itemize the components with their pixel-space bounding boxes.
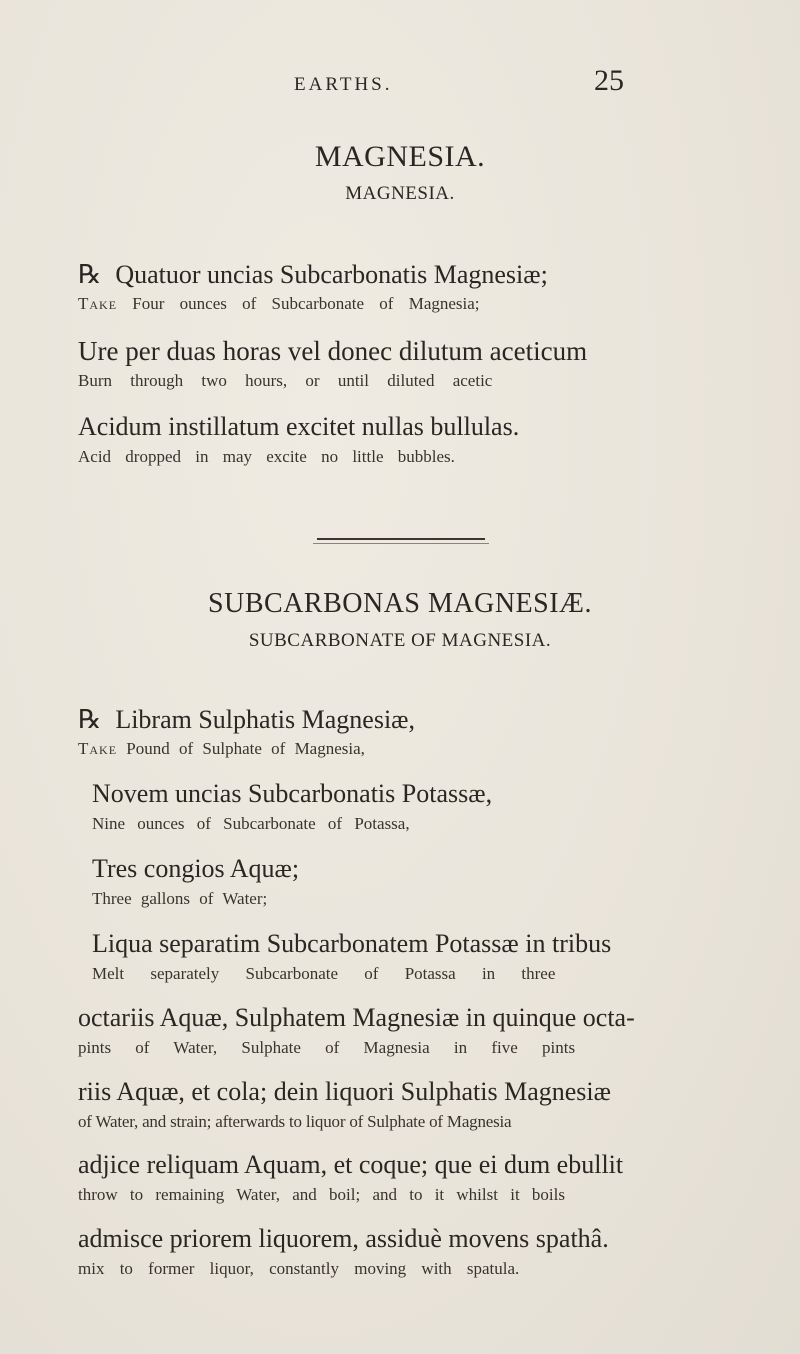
section-title-latin: MAGNESIA. [314,140,486,173]
latin-line: octariis Aquæ, Sulphatem Magnesiæ in quinque octa- [78,1003,635,1032]
latin-line: admisce priorem liquorem, assiduè movens spathâ. [78,1224,609,1253]
english-line: Burn through two hours, or until diluted acetic [78,371,493,390]
english-text: Four ounces of Subcarbonate of Magnesia; [132,294,480,313]
recipe-symbol: ℞ [78,260,102,289]
latin-text: Libram Sulphatis Magnesiæ, [115,705,416,734]
latin-text: Quatuor uncias Subcarbonatis Magnesiæ; [115,260,548,289]
running-title: EARTHS. [294,74,393,95]
english-line: of Water, and strain; afterwards to liquor of Sulphate of Magnesia [78,1112,512,1131]
latin-line: adjice reliquam Aquam, et coque; que ei dum ebullit [78,1150,624,1179]
english-line [78,294,800,314]
take-word: Take [78,739,118,758]
latin-line: Novem uncias Subcarbonatis Potassæ, [92,779,493,808]
latin-line: Liqua separatim Subcarbonatem Potassæ in tribus [92,929,612,958]
section-title-english: SUBCARBONATE OF MAGNESIA. [248,630,552,651]
latin-line: Acidum instillatum excitet nullas bullulas. [78,412,520,441]
section-divider [317,538,485,540]
latin-line: riis Aquæ, et cola; dein liquori Sulphatis Magnesiæ [78,1077,611,1106]
section-title-english: MAGNESIA. [345,183,455,204]
english-line: Melt separately Subcarbonate of Potassa in three [92,964,556,983]
english-text: Pound of Sulphate of Magnesia, [126,739,365,758]
page-number: 25 [594,64,624,97]
latin-line [78,260,800,290]
english-line [78,739,800,759]
english-line: throw to remaining Water, and boil; and to it whilst it boils [78,1185,565,1204]
english-line: Acid dropped in may excite no little bubbles. [78,447,455,466]
latin-line: Ure per duas horas vel donec dilutum aceticum [78,336,588,366]
running-head [0,62,800,102]
latin-line [78,705,800,735]
english-line: Three gallons of Water; [92,889,268,908]
recipe-symbol: ℞ [78,705,102,734]
section-title-latin: SUBCARBONAS MAGNESIÆ. [208,588,592,619]
take-word: Take [78,294,118,313]
latin-line: Tres congios Aquæ; [92,854,300,883]
english-line: mix to former liquor, constantly moving with spatula. [78,1259,520,1278]
english-line: Nine ounces of Subcarbonate of Potassa, [92,814,410,833]
english-line: pints of Water, Sulphate of Magnesia in five pints [78,1038,576,1057]
